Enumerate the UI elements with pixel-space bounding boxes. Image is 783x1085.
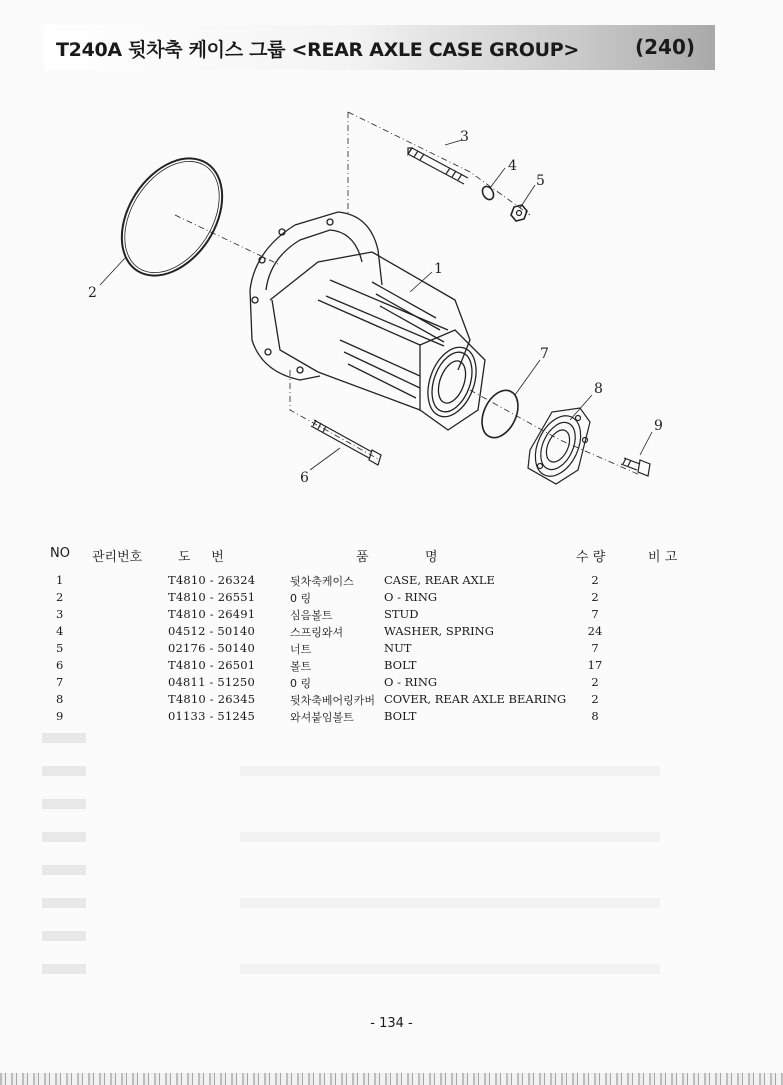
callout-1: 1 (434, 261, 443, 277)
stud-part (408, 148, 468, 184)
row-no: 1 (56, 573, 64, 587)
col-qty-header: 수 량 (576, 550, 606, 565)
row-part-number: 02176 - 50140 (168, 641, 255, 655)
callout-5: 5 (536, 173, 545, 189)
callout-4: 4 (508, 158, 517, 174)
row-part-number: T4810 - 26551 (168, 590, 256, 604)
table-row (0, 675, 783, 692)
row-part-number: T4810 - 26501 (168, 658, 256, 672)
row-part-number: T4810 - 26345 (168, 692, 256, 706)
row-part-number: 04811 - 51250 (168, 675, 255, 689)
callout-2: 2 (88, 285, 97, 301)
row-english-name: O - RING (384, 590, 438, 604)
row-korean-name: 뒷차축케이스 (290, 575, 354, 588)
col-name-header-a: 품 (356, 550, 369, 565)
row-no: 4 (56, 624, 64, 638)
long-bolt (311, 420, 381, 465)
row-english-name: COVER, REAR AXLE BEARING (384, 692, 567, 706)
row-korean-name: 스프링와셔 (290, 626, 344, 639)
row-no: 9 (56, 709, 64, 723)
row-english-name: NUT (384, 641, 412, 655)
table-row (0, 607, 783, 624)
row-part-number: 01133 - 51245 (168, 709, 255, 723)
row-korean-name: 볼트 (290, 660, 312, 673)
table-row (0, 658, 783, 675)
row-quantity: 17 (587, 658, 603, 672)
rear-axle-case (250, 212, 485, 430)
col-mgmt-header: 관리번호 (92, 550, 143, 565)
row-no: 7 (56, 675, 64, 689)
section-code: (240) (634, 35, 695, 59)
row-no: 3 (56, 607, 64, 621)
page-number: - 134 - (370, 1016, 413, 1031)
table-row (0, 641, 783, 658)
row-korean-name: 0 링 (290, 592, 312, 605)
row-quantity: 7 (591, 607, 599, 621)
row-english-name: CASE, REAR AXLE (384, 573, 495, 587)
row-korean-name: 와셔붙임볼트 (290, 711, 354, 724)
row-quantity: 2 (591, 590, 599, 604)
row-english-name: WASHER, SPRING (384, 624, 494, 638)
exploded-parts-diagram (0, 0, 783, 520)
row-korean-name: 뒷차축베어링카버 (290, 694, 376, 707)
row-quantity: 24 (587, 624, 603, 638)
row-part-number: T4810 - 26324 (168, 573, 256, 587)
row-quantity: 2 (591, 675, 599, 689)
page-title: T240A 뒷차축 케이스 그룹 <REAR AXLE CASE GROUP> (56, 39, 580, 61)
row-no: 6 (56, 658, 64, 672)
spring-washer (480, 184, 496, 201)
callout-7: 7 (540, 346, 549, 362)
row-part-number: T4810 - 26491 (168, 607, 256, 621)
callout-8: 8 (594, 381, 603, 397)
row-quantity: 2 (591, 692, 599, 706)
row-english-name: STUD (384, 607, 419, 621)
table-row (0, 709, 783, 726)
row-no: 8 (56, 692, 64, 706)
row-korean-name: 심음볼트 (290, 609, 333, 622)
col-drawing-header: 도 번 (178, 550, 224, 565)
row-quantity: 2 (591, 573, 599, 587)
row-quantity: 8 (591, 709, 599, 723)
row-quantity: 7 (591, 641, 599, 655)
scan-artifact-strip (0, 1073, 783, 1085)
row-english-name: BOLT (384, 709, 417, 723)
row-korean-name: 0 링 (290, 677, 312, 690)
callout-9: 9 (654, 418, 663, 434)
table-row (0, 573, 783, 590)
table-row (0, 590, 783, 607)
row-no: 5 (56, 641, 64, 655)
bearing-cover (526, 408, 590, 484)
row-part-number: 04512 - 50140 (168, 624, 255, 638)
col-no-header: NO (50, 546, 70, 561)
row-no: 2 (56, 590, 64, 604)
o-ring-small (475, 385, 525, 444)
table-row (0, 624, 783, 641)
col-remarks-header: 비 고 (648, 550, 678, 565)
callout-3: 3 (460, 129, 469, 145)
col-name-header-b: 명 (425, 550, 438, 565)
row-english-name: O - RING (384, 675, 438, 689)
table-row (0, 692, 783, 709)
callout-6: 6 (300, 470, 309, 486)
o-ring-large (101, 140, 243, 294)
row-english-name: BOLT (384, 658, 417, 672)
row-korean-name: 너트 (290, 643, 312, 656)
